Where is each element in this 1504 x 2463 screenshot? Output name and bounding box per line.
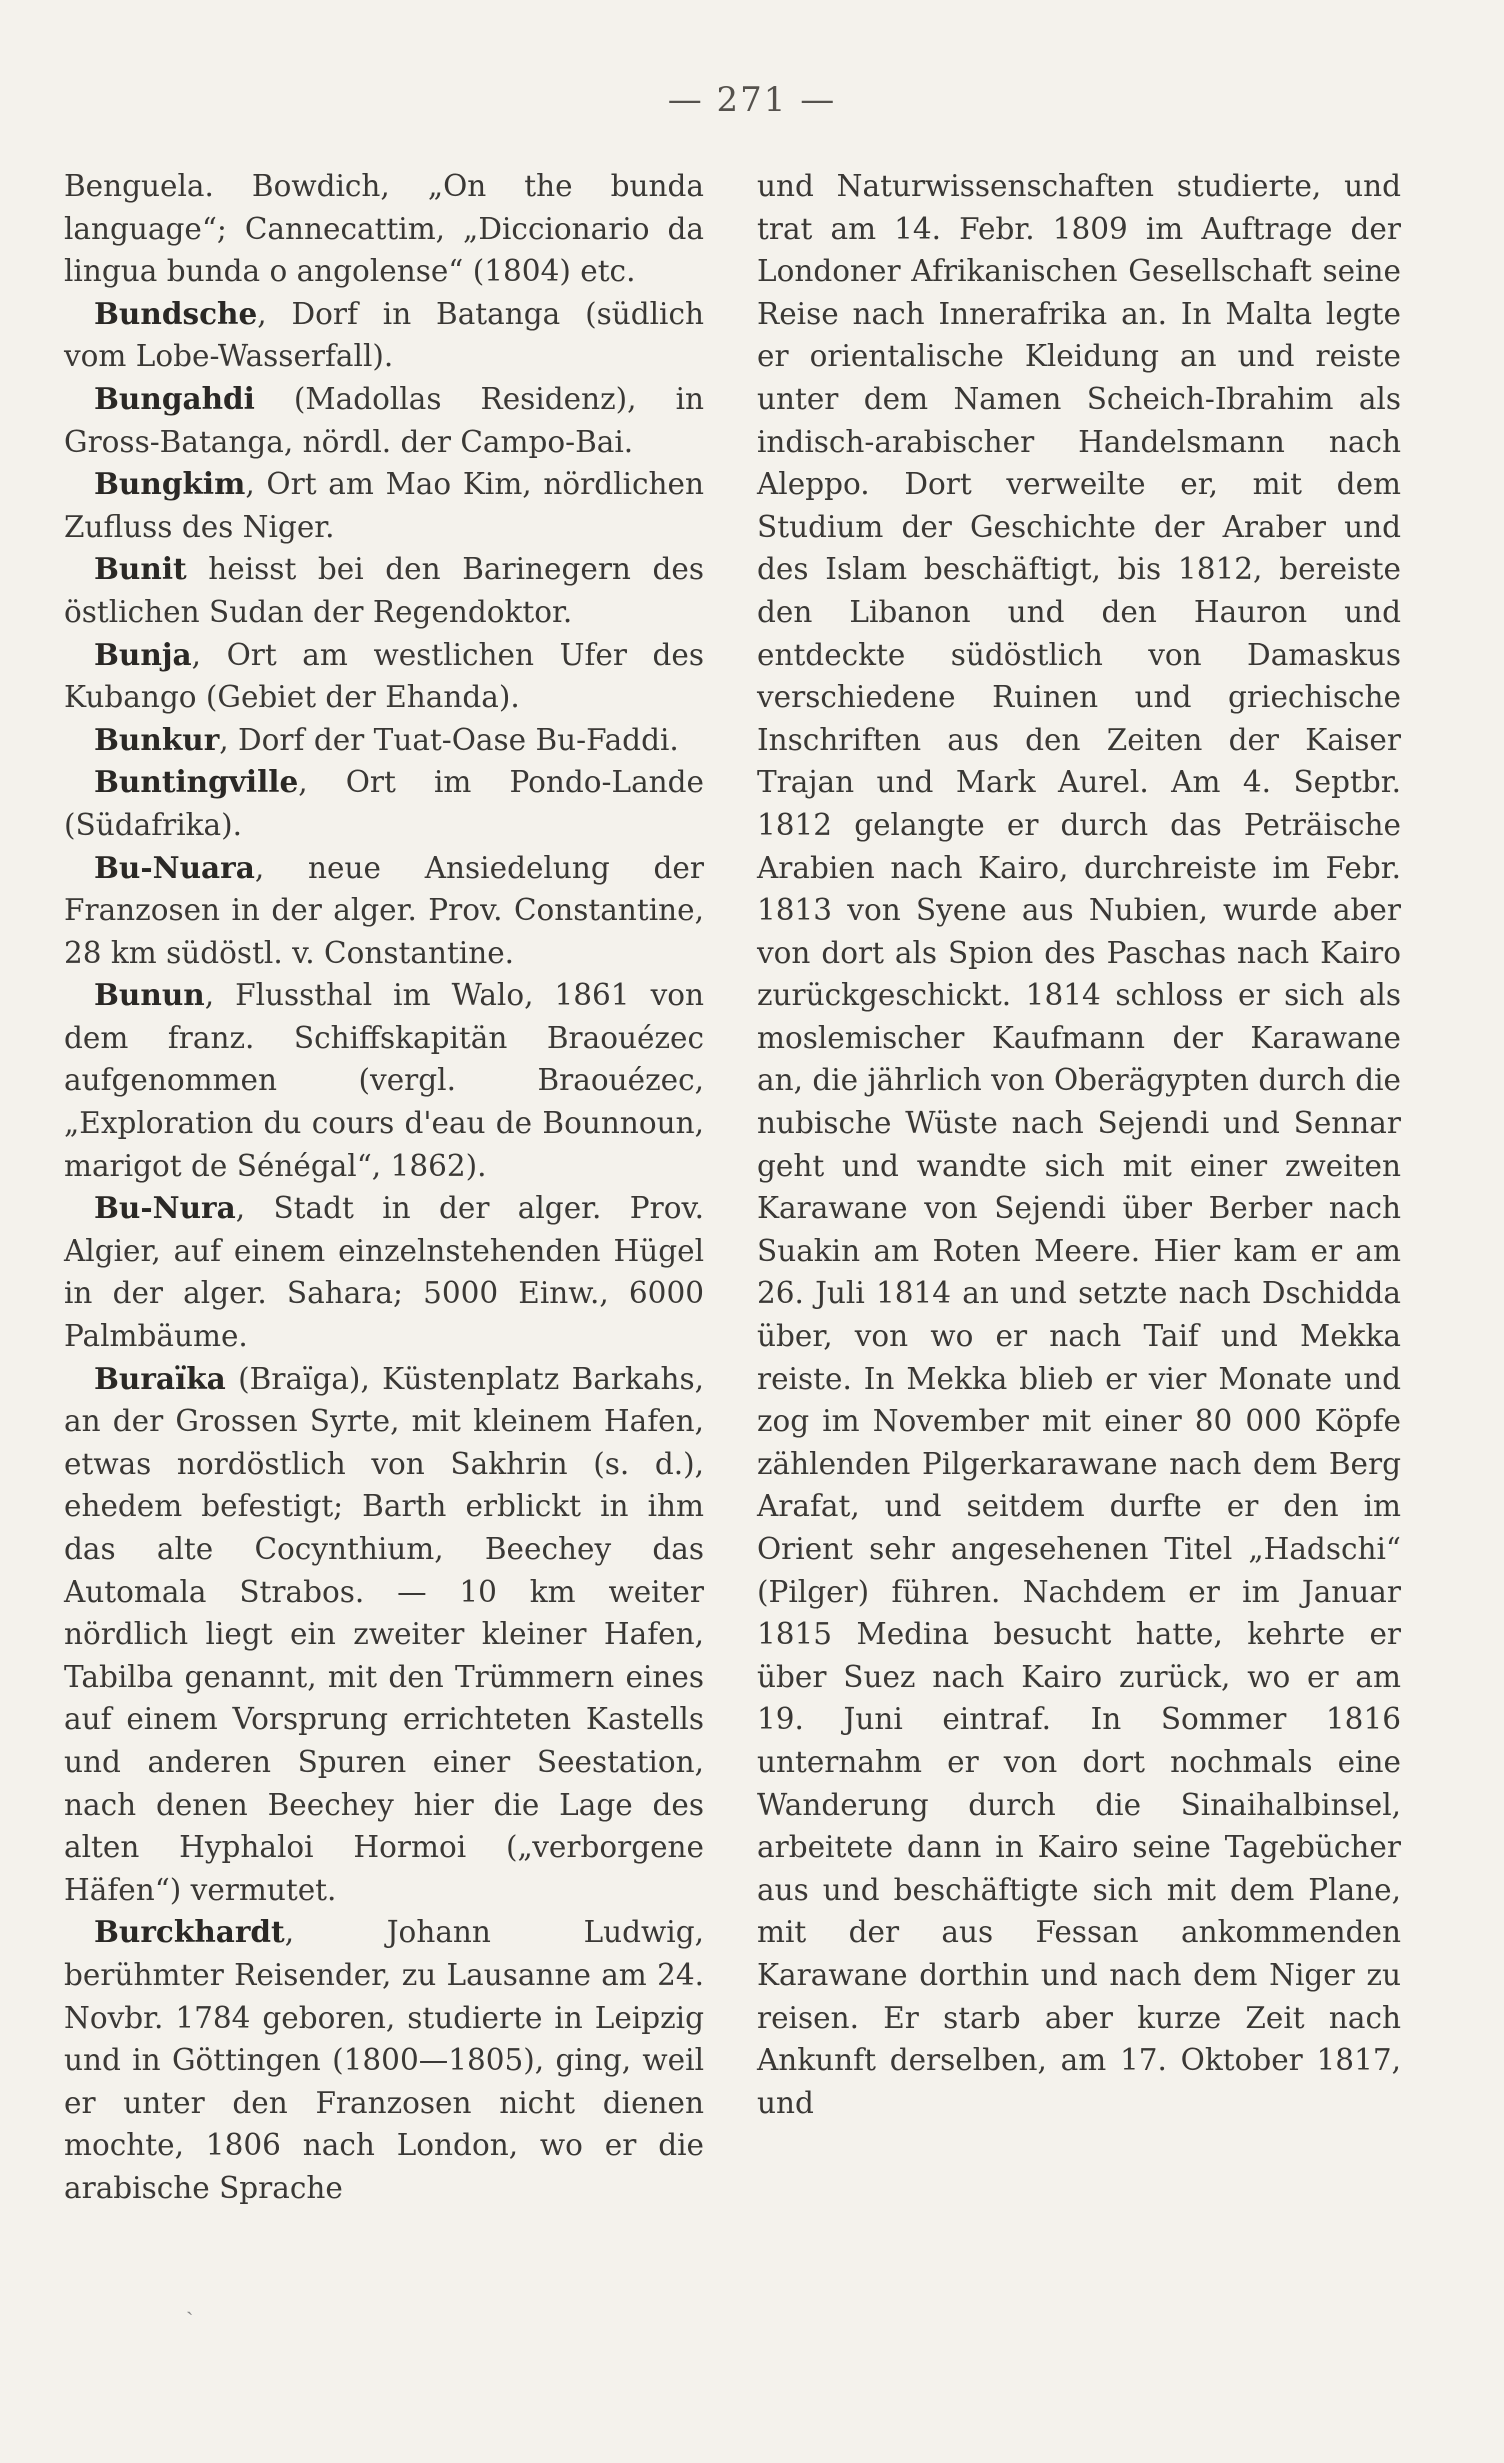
dictionary-entry bbox=[64, 719, 704, 762]
dictionary-entry bbox=[64, 463, 704, 548]
entry-term: Buntingville bbox=[94, 764, 299, 800]
entry-term: Bunja bbox=[94, 636, 192, 672]
left-column bbox=[64, 165, 704, 2210]
dictionary-entry bbox=[64, 634, 704, 719]
entry-term: Bungkim bbox=[94, 466, 246, 502]
entry-text: , Flussthal im Walo, 1861 von dem franz. Schiffskapitän Braouézec aufgenommen (vergl. Braouézec, „Exploration du cours d'eau de Bounnoun, marigot de Sénégal“, 1862). bbox=[64, 978, 704, 1183]
entry-term: Bundsche bbox=[94, 295, 258, 331]
entry-term: Bu-Nuara bbox=[94, 849, 255, 885]
entry-text: heisst bei den Barinegern des östlichen Sudan der Regendoktor. bbox=[64, 552, 704, 629]
entry-term: Bunun bbox=[94, 977, 205, 1013]
dictionary-entry bbox=[64, 1911, 704, 2209]
entry-term: Buraïka bbox=[94, 1360, 226, 1396]
entry-term: Burckhardt bbox=[94, 1914, 285, 1950]
dictionary-entry bbox=[64, 165, 704, 293]
entry-text: , Dorf in Batanga (südlich vom Lobe-Wasserfall). bbox=[64, 296, 704, 374]
page-number: — 271 — bbox=[667, 80, 837, 120]
dictionary-entry bbox=[64, 761, 704, 846]
entry-text: , Ort am Mao Kim, nördlichen Zufluss des Niger. bbox=[64, 467, 704, 544]
dictionary-entry bbox=[64, 548, 704, 633]
entry-text: (Braïga), Küstenplatz Barkahs, an der Grossen Syrte, mit kleinem Hafen, etwas nordöstlich von Sakhrin (s. d.), ehedem befestigt; Barth erblickt in ihm das alte Cocynthium, Beechey das Automala Strabos. — 10 km weiter nördlich liegt ein zweiter kleiner Hafen, Tabilba genannt, mit den Trümmern eines auf einem Vorsprung errichteten Kastells und anderen Spuren einer Seestation, nach denen Beechey hier die Lage des alten Hyphaloi Hormoi („verborgene Häfen“) vermutet. bbox=[64, 1361, 704, 1907]
entry-text: und Naturwissenschaften studierte, und trat am 14. Febr. 1809 im Auftrage der Londoner Afrikanischen Gesellschaft seine Reise nach Innerafrika an. In Malta legte er orientalische Kleidung an und reiste unter dem Namen Scheich-Ibrahim als indisch-arabischer Handelsmann nach Aleppo. Dort verweilte er, mit dem Studium der Geschichte der Araber und des Islam beschäftigt, bis 1812, bereiste den Libanon und den Hauron und entdeckte südöstlich von Damaskus verschiedene Ruinen und griechische Inschriften aus den Zeiten der Kaiser Trajan und Mark Aurel. Am 4. Septbr. 1812 gelangte er durch das Peträische Arabien nach Kairo, durchreiste im Febr. 1813 von Syene aus Nubien, wurde aber von dort als Spion des Paschas nach Kairo zurückgeschickt. 1814 schloss er sich als moslemischer Kaufmann der Karawane an, die jährlich von Oberägypten durch die nubische Wüste nach Sejendi und Sennar geht und wandte sich mit einer zweiten Karawane von Sejendi über Berber nach Suakin am Roten Meere. Hier kam er am 26. Juli 1814 an und setzte nach Dschidda über, von wo er nach Taif und Mekka reiste. In Mekka blieb er vier Monate und zog im November mit einer 80 000 Köpfe zählenden Pilgerkarawane nach dem Berg Arafat, und seitdem durfte er den im Orient sehr angesehenen Titel „Hadschi“ (Pilger) führen. Nachdem er im Januar 1815 Medina besucht hatte, kehrte er über Suez nach Kairo zurück, wo er am 19. Juni eintraf. In Sommer 1816 unternahm er von dort nochmals eine Wanderung durch die Sinaihalbinsel, arbeitete dann in Kairo seine Tagebücher aus und beschäftigte sich mit dem Plane, mit der aus Fessan ankommenden Karawane dorthin und nach dem Niger zu reisen. Er starb aber kurze Zeit nach Ankunft derselben, am 17. Oktober 1817, und bbox=[757, 169, 1401, 2120]
dictionary-entry bbox=[64, 1358, 704, 1912]
right-column bbox=[757, 165, 1401, 2124]
entry-text: , neue Ansiedelung der Franzosen in der alger. Prov. Constantine, 28 km südöstl. v. Constantine. bbox=[64, 850, 704, 970]
entry-text: Benguela. Bowdich, „On the bunda language“; Cannecattim, „Diccionario da lingua bunda o angolense“ (1804) etc. bbox=[64, 169, 704, 289]
entry-text: , Ort im Pondo-Lande (Südafrika). bbox=[64, 765, 704, 842]
dictionary-entry bbox=[64, 1187, 704, 1357]
entry-text: , Stadt in der alger. Prov. Algier, auf einem einzelnstehenden Hügel in der alger. Sahara; 5000 Einw., 6000 Palmbäume. bbox=[64, 1191, 704, 1354]
dictionary-entry bbox=[64, 378, 704, 463]
entry-text: (Madollas Residenz), in Gross-Batanga, nördl. der Campo-Bai. bbox=[64, 381, 704, 459]
page-mark: ˏ bbox=[186, 2291, 194, 2316]
entry-text: , Ort am westlichen Ufer des Kubango (Gebiet der Ehanda). bbox=[64, 637, 704, 715]
entry-text: , Dorf der Tuat-Oase Bu-Faddi. bbox=[219, 722, 679, 757]
entry-term: Bungahdi bbox=[94, 380, 255, 416]
entry-term: Bu-Nura bbox=[94, 1190, 236, 1226]
dictionary-entry bbox=[64, 974, 704, 1187]
entry-term: Bunit bbox=[94, 551, 187, 587]
dictionary-entry bbox=[64, 293, 704, 378]
entry-text: , Johann Ludwig, berühmter Reisender, zu Lausanne am 24. Novbr. 1784 geboren, studierte in Leipzig und in Göttingen (1800—1805), ging, weil er unter den Franzosen nicht dienen mochte, 1806 nach London, wo er die arabische Sprache bbox=[64, 1915, 704, 2205]
dictionary-entry bbox=[64, 847, 704, 975]
entry-term: Bunkur bbox=[94, 721, 220, 757]
dictionary-entry bbox=[757, 165, 1401, 2124]
